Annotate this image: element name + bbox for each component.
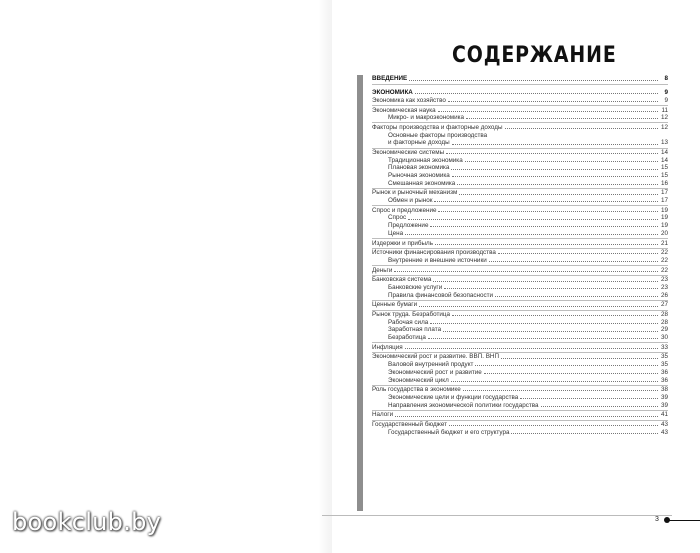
toc-entry-page: 19 [660, 206, 668, 214]
toc-entry [372, 222, 668, 230]
toc-entry [372, 353, 668, 361]
toc-dot-leader [484, 372, 658, 374]
toc-entry-title: Экономические системы [372, 148, 445, 156]
toc-entry [372, 284, 668, 292]
toc-dot-leader [459, 193, 658, 195]
toc-entry-title: Микро- и макроэкономика [388, 114, 464, 122]
toc-dot-leader [451, 168, 658, 170]
toc-dot-leader [452, 143, 658, 145]
toc-entry-page: 43 [660, 420, 668, 428]
toc-dot-leader [430, 322, 658, 324]
toc-entry-title: Рынок и рыночный механизм [372, 189, 458, 197]
toc-dot-leader [452, 175, 658, 177]
toc-entry-page: 11 [661, 106, 668, 114]
toc-entry [372, 291, 668, 299]
toc-entry-page: 33 [660, 343, 668, 351]
toc-entry-page: 22 [660, 249, 668, 257]
toc-entry-page: 29 [660, 326, 668, 334]
toc-dot-leader [505, 127, 659, 129]
toc-dot-leader [495, 295, 658, 297]
toc-entry [372, 361, 668, 369]
toc-dot-leader [435, 243, 658, 245]
toc-dot-leader [446, 152, 658, 154]
toc-entry-title: Смешанная экономика [388, 179, 456, 187]
toc-entry-page: 30 [660, 334, 668, 342]
toc-side-bar [357, 75, 363, 511]
toc-entry-title: Внутренние и внешние источники [388, 256, 487, 264]
toc-entry-page: 36 [660, 376, 668, 384]
toc-entry [372, 206, 668, 214]
toc-dot-leader [449, 424, 658, 426]
toc-entry-page: 19 [660, 214, 668, 222]
toc-entry-page: 14 [660, 156, 668, 164]
toc-entry-title: Валовой внутренний продукт [388, 361, 474, 369]
toc-entry-page: 16 [660, 179, 668, 187]
toc-dot-leader [457, 183, 658, 185]
toc-entry [372, 276, 668, 284]
toc-entry-title: Экономический рост и развитие. ВВП. ВНП [372, 353, 499, 361]
toc-dot-leader [430, 225, 658, 227]
toc-entry-title: Плановая экономика [388, 164, 450, 172]
toc-dot-leader [444, 287, 658, 289]
toc-entry-page: 41 [660, 411, 668, 419]
toc-entry-title: Спрос [388, 214, 407, 222]
toc-dot-leader [433, 280, 658, 282]
toc-entry-title: Государственный бюджет и его структура [388, 428, 510, 436]
toc-entry-title: Деньги [372, 266, 393, 274]
toc-entry-page: 26 [660, 291, 668, 299]
toc-entry [372, 139, 668, 147]
toc-entry-title: Экономический цикл [388, 376, 449, 384]
page-arrow-icon [664, 517, 700, 523]
toc-entry-page: 8 [664, 75, 668, 83]
toc-entry-page: 35 [660, 353, 668, 361]
toc-entry-title: Экономический рост и развитие [388, 368, 482, 376]
left-page [0, 0, 330, 553]
toc-entry-page: 13 [660, 139, 668, 147]
toc-dot-leader [443, 330, 658, 332]
toc-entry-page: 23 [660, 276, 668, 284]
toc-entry [372, 401, 668, 409]
toc-dot-leader [405, 233, 658, 235]
toc-entry-page: 9 [664, 89, 668, 97]
toc-entry-title: Налоги [372, 411, 394, 419]
toc-entry-page: 14 [660, 148, 668, 156]
toc-entry-page: 22 [660, 256, 668, 264]
toc-dot-leader [438, 210, 658, 212]
toc-dot-leader [520, 397, 658, 399]
toc-entry-page: 15 [660, 172, 668, 180]
toc-entry-title: Издержки и прибыль [372, 239, 433, 247]
toc-dot-leader [409, 79, 658, 81]
toc-entry-page: 35 [660, 361, 668, 369]
toc-entry-page: 43 [660, 428, 668, 436]
toc-dot-leader [452, 314, 658, 316]
toc-entry [372, 189, 668, 197]
toc-entry [372, 343, 668, 351]
toc-entry-title: Банковская система [372, 276, 432, 284]
toc-entry-page: 38 [660, 386, 668, 394]
toc-section-divider [372, 84, 668, 85]
toc-entry-title: Традиционная экономика [388, 156, 463, 164]
toc-dot-leader [434, 200, 658, 202]
toc-entry [372, 239, 668, 247]
toc-entry-title: Основные факторы производства [388, 131, 488, 139]
toc-entry-title: Роль государства в экономике [372, 386, 461, 394]
toc-entry [372, 179, 668, 187]
toc-entry-title: Экономическая наука [372, 106, 436, 114]
toc-entry-title: Безработица [388, 334, 426, 342]
toc-entry [372, 172, 668, 180]
toc-dot-leader [415, 92, 658, 94]
toc-entry-page: 21 [660, 239, 668, 247]
toc-dot-leader [541, 405, 658, 407]
toc-entry-page: 28 [660, 318, 668, 326]
toc-entry [372, 106, 668, 114]
toc-entry-title: Государственный бюджет [372, 420, 448, 428]
toc-dot-leader [466, 117, 658, 119]
toc-entry-page: 22 [660, 266, 668, 274]
toc-entry [372, 164, 668, 172]
toc-entry [372, 75, 668, 83]
watermark-text: bookclub.by [12, 508, 162, 536]
book-spine-shadow [318, 0, 332, 553]
toc-dot-leader [394, 270, 658, 272]
toc-entry-title: Правила финансовой безопасности [388, 291, 494, 299]
toc-entry [372, 96, 668, 104]
toc-entry-page: 39 [660, 393, 668, 401]
toc-entry-page: 39 [660, 401, 668, 409]
toc-entry [372, 89, 668, 97]
toc-entry-title: Рынок труда. Безработица [372, 311, 451, 319]
page-number: 3 [655, 516, 659, 523]
toc-entry-page: 12 [660, 123, 668, 131]
toc-entry-title: Ценные бумаги [372, 301, 418, 309]
toc-entry-title: Экономические цели и функции государства [388, 393, 519, 401]
toc-entry-page: 17 [660, 189, 668, 197]
toc-entry [372, 131, 668, 139]
toc-entry [372, 149, 668, 157]
toc-entry-title: Рыночная экономика [388, 172, 450, 180]
toc-entry [372, 197, 668, 205]
toc-entry [372, 256, 668, 264]
toc-entry [372, 214, 668, 222]
toc-entry-page: 20 [660, 229, 668, 237]
toc-dot-leader [438, 110, 658, 112]
toc-entry [372, 318, 668, 326]
toc-entry-title: Инфляция [372, 343, 403, 351]
toc-entry-title: ВВЕДЕНИЕ [372, 75, 408, 83]
toc-dot-leader [489, 260, 658, 262]
toc-entry-title: Банковские услуги [388, 283, 443, 291]
toc-entry-page: 27 [660, 301, 668, 309]
toc-dot-leader [463, 389, 658, 391]
toc-entry-page: 12 [660, 114, 668, 122]
toc-entry-title: Факторы производства и факторные доходы [372, 123, 503, 131]
toc-dot-leader [475, 364, 658, 366]
toc-dot-leader [405, 347, 658, 349]
toc-entry [372, 326, 668, 334]
toc-entry-page: 17 [660, 197, 668, 205]
toc-entry-page: 23 [660, 283, 668, 291]
toc-dot-leader [465, 160, 658, 162]
toc-entry-title: Рабочая сила [388, 318, 429, 326]
toc-entry-title: Заработная плата [388, 326, 442, 334]
toc-entry-title: Направления экономической политики государства [388, 401, 539, 409]
toc-entry-page: 15 [660, 164, 668, 172]
toc-dot-leader [428, 337, 658, 339]
toc-entry [372, 311, 668, 319]
toc-entry-title: и факторные доходы [388, 139, 450, 147]
toc-entry-page: 9 [664, 96, 668, 104]
toc-entry [372, 114, 668, 122]
toc-entry [372, 334, 668, 342]
toc-entry [372, 301, 668, 309]
toc-entry-title: ЭКОНОМИКА [372, 89, 413, 97]
toc-entry [372, 368, 668, 376]
toc-entry-title: Экономика как хозяйство [372, 96, 446, 104]
toc-entry-title: Источники финансирования производства [372, 249, 496, 257]
toc-entry [372, 421, 668, 429]
toc-entry [372, 229, 668, 237]
toc-dot-leader [419, 305, 658, 307]
toc-entry [372, 376, 668, 384]
toc-entry [372, 249, 668, 257]
toc-entry-title: Предложение [388, 222, 429, 230]
page-title: СОДЕРЖАНИЕ [452, 43, 617, 68]
toc-entry [372, 156, 668, 164]
toc-entry-title: Обмен и рынок [388, 197, 433, 205]
toc-entry [372, 123, 668, 131]
toc-entry-title: Цена [388, 229, 404, 237]
toc-entry [372, 266, 668, 274]
toc-entry-page: 19 [660, 222, 668, 230]
toc-dot-leader [448, 100, 658, 102]
toc-dot-leader [498, 252, 658, 254]
toc-dot-leader [501, 357, 658, 359]
toc-entry [372, 393, 668, 401]
toc-dot-leader [511, 432, 658, 434]
toc-entry-page: 36 [660, 368, 668, 376]
footer-rule [322, 515, 672, 516]
toc-dot-leader [451, 380, 658, 382]
toc-entry [372, 386, 668, 394]
toc-entry-title: Спрос и предложение [372, 206, 437, 214]
table-of-contents [372, 75, 668, 436]
toc-entry-page: 28 [660, 311, 668, 319]
toc-entry [372, 428, 668, 436]
toc-dot-leader [395, 415, 658, 417]
toc-dot-leader [408, 218, 658, 220]
toc-entry [372, 411, 668, 419]
